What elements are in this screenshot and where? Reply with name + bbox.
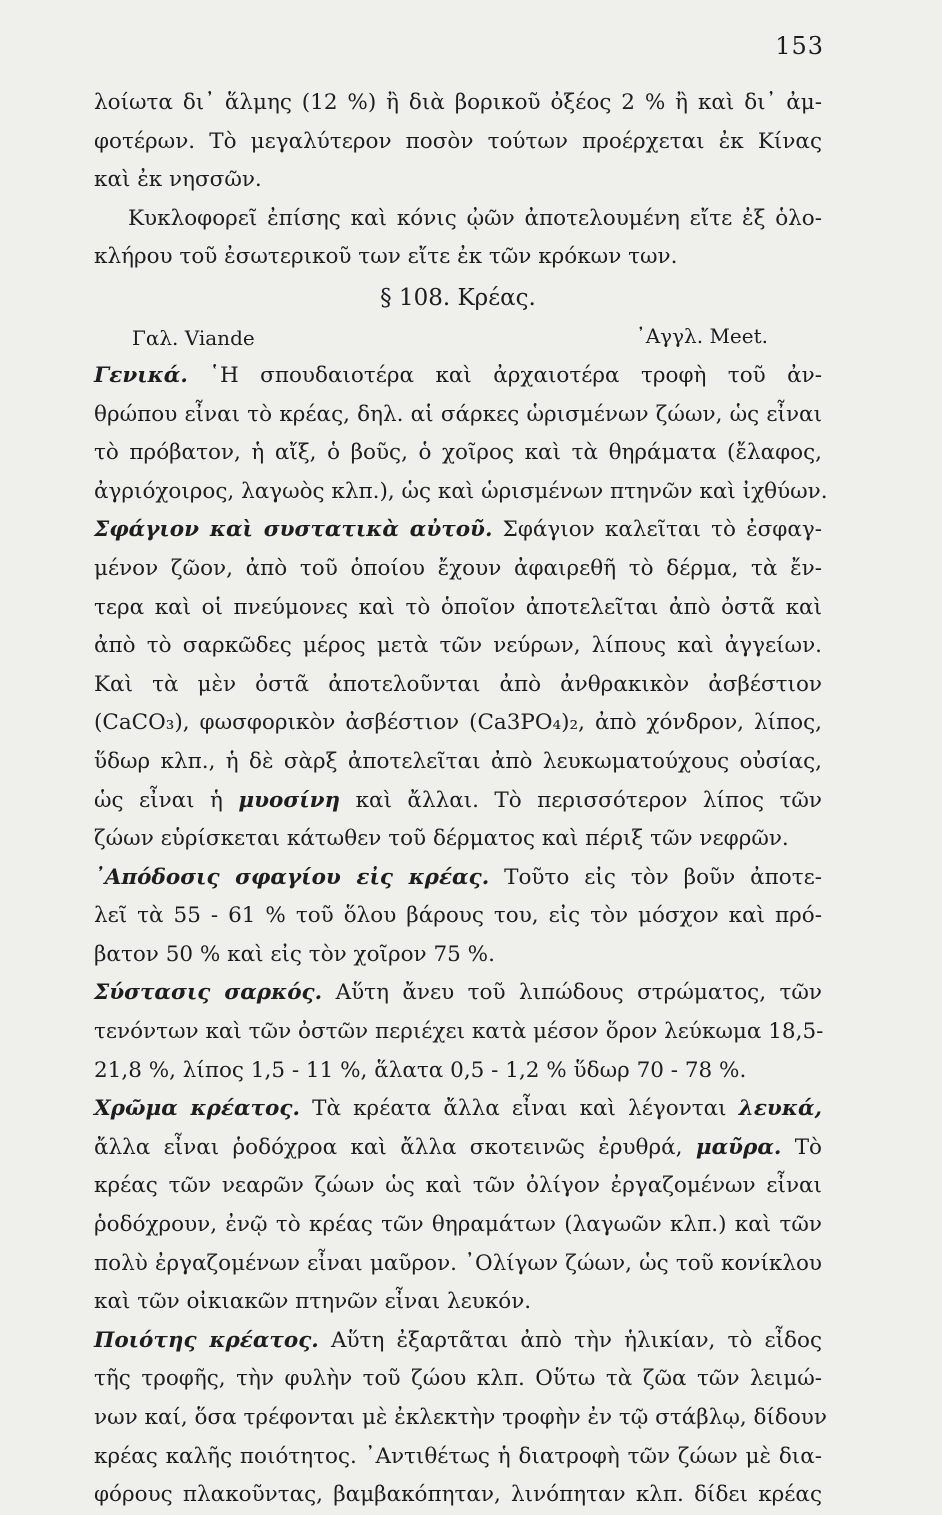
text-line: καὶ τῶν οἰκιακῶν πτηνῶν εἶναι λευκόν. — [94, 1289, 532, 1315]
paragraph-first-line — [94, 357, 822, 396]
text-line: τερα καὶ οἱ πνεύμονες καὶ τὸ ὁποῖον ἀποτελεῖται ἀπὸ ὀστᾶ καὶ — [94, 594, 822, 620]
english-term: ᾿Αγγλ. Meet. — [635, 323, 768, 348]
emphasis-term: μαῦρα. — [695, 1134, 782, 1160]
section-title: § 108. Κρέας. — [380, 284, 536, 311]
emphasis-term: λευκά, — [738, 1096, 822, 1122]
run-in-heading: Χρῶμα κρέατος. — [94, 1096, 300, 1122]
text-line: ἀγριόχοιρος, λαγωὸς κλπ.), ὡς καὶ ὡρισμένων πτηνῶν καὶ ἰχθύων. — [94, 478, 828, 504]
text-run: ὡς εἶναι ἡ — [94, 787, 223, 813]
emphasis-term: μυοσίνη — [238, 787, 341, 813]
run-in-heading: Ποιότης κρέατος. — [94, 1327, 319, 1353]
run-in-heading: ᾿Απόδοσις σφαγίου εἰς κρέας. — [94, 864, 490, 890]
text-line: μένον ζῶον, ἀπὸ τοῦ ὁποίου ἔχουν ἀφαιρεθῆ τὸ δέρμα, τὰ ἔν- — [94, 555, 822, 581]
text-line: ἀπὸ τὸ σαρκῶδες μέρος μετὰ τῶν νεύρων, λίπους καὶ ἀγγείων. — [94, 633, 822, 659]
text-run: καὶ ἄλλαι. Τὸ περισσότερον λίπος τῶν — [355, 787, 822, 813]
text-line: λεῖ τὰ 55 - 61 % τοῦ ὅλου βάρους του, εἰς τὸν μόσχον καὶ πρό- — [94, 903, 822, 929]
text-run: Τὰ κρέατα ἄλλα εἶναι καὶ λέγονται — [312, 1096, 727, 1122]
text-line: κρέας τῶν νεαρῶν ζώων ὡς καὶ τῶν ὀλίγον ἐργαζομένων εἶναι — [94, 1173, 822, 1199]
run-in-heading: Γενικά. — [94, 362, 188, 388]
text-run: Τοῦτο εἰς τὸν βοῦν ἀποτε- — [504, 864, 823, 890]
text-line: κλήρου τοῦ ἐσωτερικοῦ των εἴτε ἐκ τῶν κρόκων των. — [94, 244, 678, 270]
paragraph-first-line — [94, 1322, 822, 1361]
text-run: Σφάγιον καλεῖται τὸ ἐσφαγ- — [502, 517, 822, 543]
french-term: Γαλ. Viande — [132, 325, 255, 350]
paragraph-first-line — [94, 859, 822, 898]
text-line: ζώων εὑρίσκεται κάτωθεν τοῦ δέρματος καὶ πέριξ τῶν νεφρῶν. — [94, 826, 789, 852]
text-line: φόρους πλακοῦντας, βαμβακόπηταν, λινόπηταν κλπ. δίδει κρέας — [94, 1482, 822, 1508]
text-line: φοτέρων. Τὸ μεγαλύτερον ποσὸν τούτων προέρχεται ἐκ Κίνας — [94, 128, 822, 154]
text-line: Καὶ τὰ μὲν ὀστᾶ ἀποτελοῦνται ἀπὸ ἀνθρακικὸν ἀσβέστιον — [94, 671, 822, 697]
text-line: πολὺ ἐργαζομένων εἶναι μαῦρον. ᾿Ολίγων ζώων, ὡς τοῦ κονίκλου — [94, 1250, 822, 1276]
text-line — [94, 1129, 822, 1168]
text-line: τὸ πρόβατον, ἡ αἴξ, ὁ βοῦς, ὁ χοῖρος καὶ τὰ θηράματα (ἔλαφος, — [94, 440, 822, 466]
text-line: ὕδωρ κλπ., ἡ δὲ σὰρξ ἀποτελεῖται ἀπὸ λευκωματούχους οὐσίας, — [94, 748, 822, 774]
text-line: Κυκλοφορεῖ ἐπίσης καὶ κόνις ᾠῶν ἀποτελουμένη εἴτε ἐξ ὁλο- — [128, 205, 822, 231]
section-heading — [94, 279, 822, 357]
page-number: 153 — [775, 32, 824, 60]
text-line: βατον 50 % καὶ εἰς τὸν χοῖρον 75 %. — [94, 941, 495, 967]
run-in-heading: Σύστασις σαρκός. — [94, 980, 323, 1006]
paragraph-first-line — [94, 511, 822, 550]
text-line: καὶ ἐκ νησσῶν. — [94, 167, 262, 193]
run-in-heading: Σφάγιον καὶ συστατικὰ αὐτοῦ. — [94, 517, 493, 543]
text-run: Αὕτη ἐξαρτᾶται ἀπὸ τὴν ἡλικίαν, τὸ εἶδος — [330, 1327, 822, 1353]
text-line: νων καί, ὅσα τρέφονται μὲ ἐκλεκτὴν τροφὴν ἐν τῷ στάβλῳ, δίδουν — [94, 1405, 827, 1430]
paragraph-first-line — [94, 1090, 822, 1129]
text-line: τῆς τροφῆς, τὴν φυλὴν τοῦ ζώου κλπ. Οὕτω τὰ ζῶα τῶν λειμώ- — [94, 1366, 822, 1392]
text-line: 21,8 %, λίπος 1,5 - 11 %, ἅλατα 0,5 - 1,2 % ὕδωρ 70 - 78 %. — [94, 1057, 747, 1083]
page-text — [94, 84, 828, 1515]
text-run: Τὸ — [794, 1134, 823, 1160]
text-line: τενόντων καὶ τῶν ὀστῶν περιέχει κατὰ μέσον ὅρον λεύκωμα 18,5- — [94, 1019, 824, 1045]
text-line: κρέας καλῆς ποιότητος. ᾿Αντιθέτως ἡ διατροφὴ τῶν ζώων μὲ δια- — [94, 1443, 822, 1469]
text-line: (CaCO₃), φωσφορικὸν ἀσβέστιον (Ca3PO₄)₂, ἀπὸ χόνδρον, λίπος, — [94, 710, 822, 736]
text-run: ἄλλα εἶναι ῥοδόχροα καὶ ἄλλα σκοτεινῶς ἐρυθρά, — [94, 1134, 683, 1160]
text-line: θρώπου εἶναι τὸ κρέας, δηλ. αἱ σάρκες ὡρισμένων ζώων, ὡς εἶναι — [94, 401, 822, 427]
text-line: ῥοδόχρουν, ἐνῷ τὸ κρέας τῶν θηραμάτων (λαγωῶν κλπ.) καὶ τῶν — [94, 1212, 822, 1238]
text-run: Αὕτη ἄνευ τοῦ λιπώδους στρώματος, τῶν — [335, 980, 822, 1006]
text-line — [94, 782, 822, 821]
text-line: λοίωτα δι᾿ ἅλμης (12 %) ἢ διὰ βορικοῦ ὀξέος 2 % ἢ καὶ δι᾿ ἀμ- — [94, 90, 822, 115]
paragraph-first-line — [94, 974, 822, 1013]
text-run: ῾Η σπουδαιοτέρα καὶ ἀρχαιοτέρα τροφὴ τοῦ ἀν- — [209, 362, 822, 388]
